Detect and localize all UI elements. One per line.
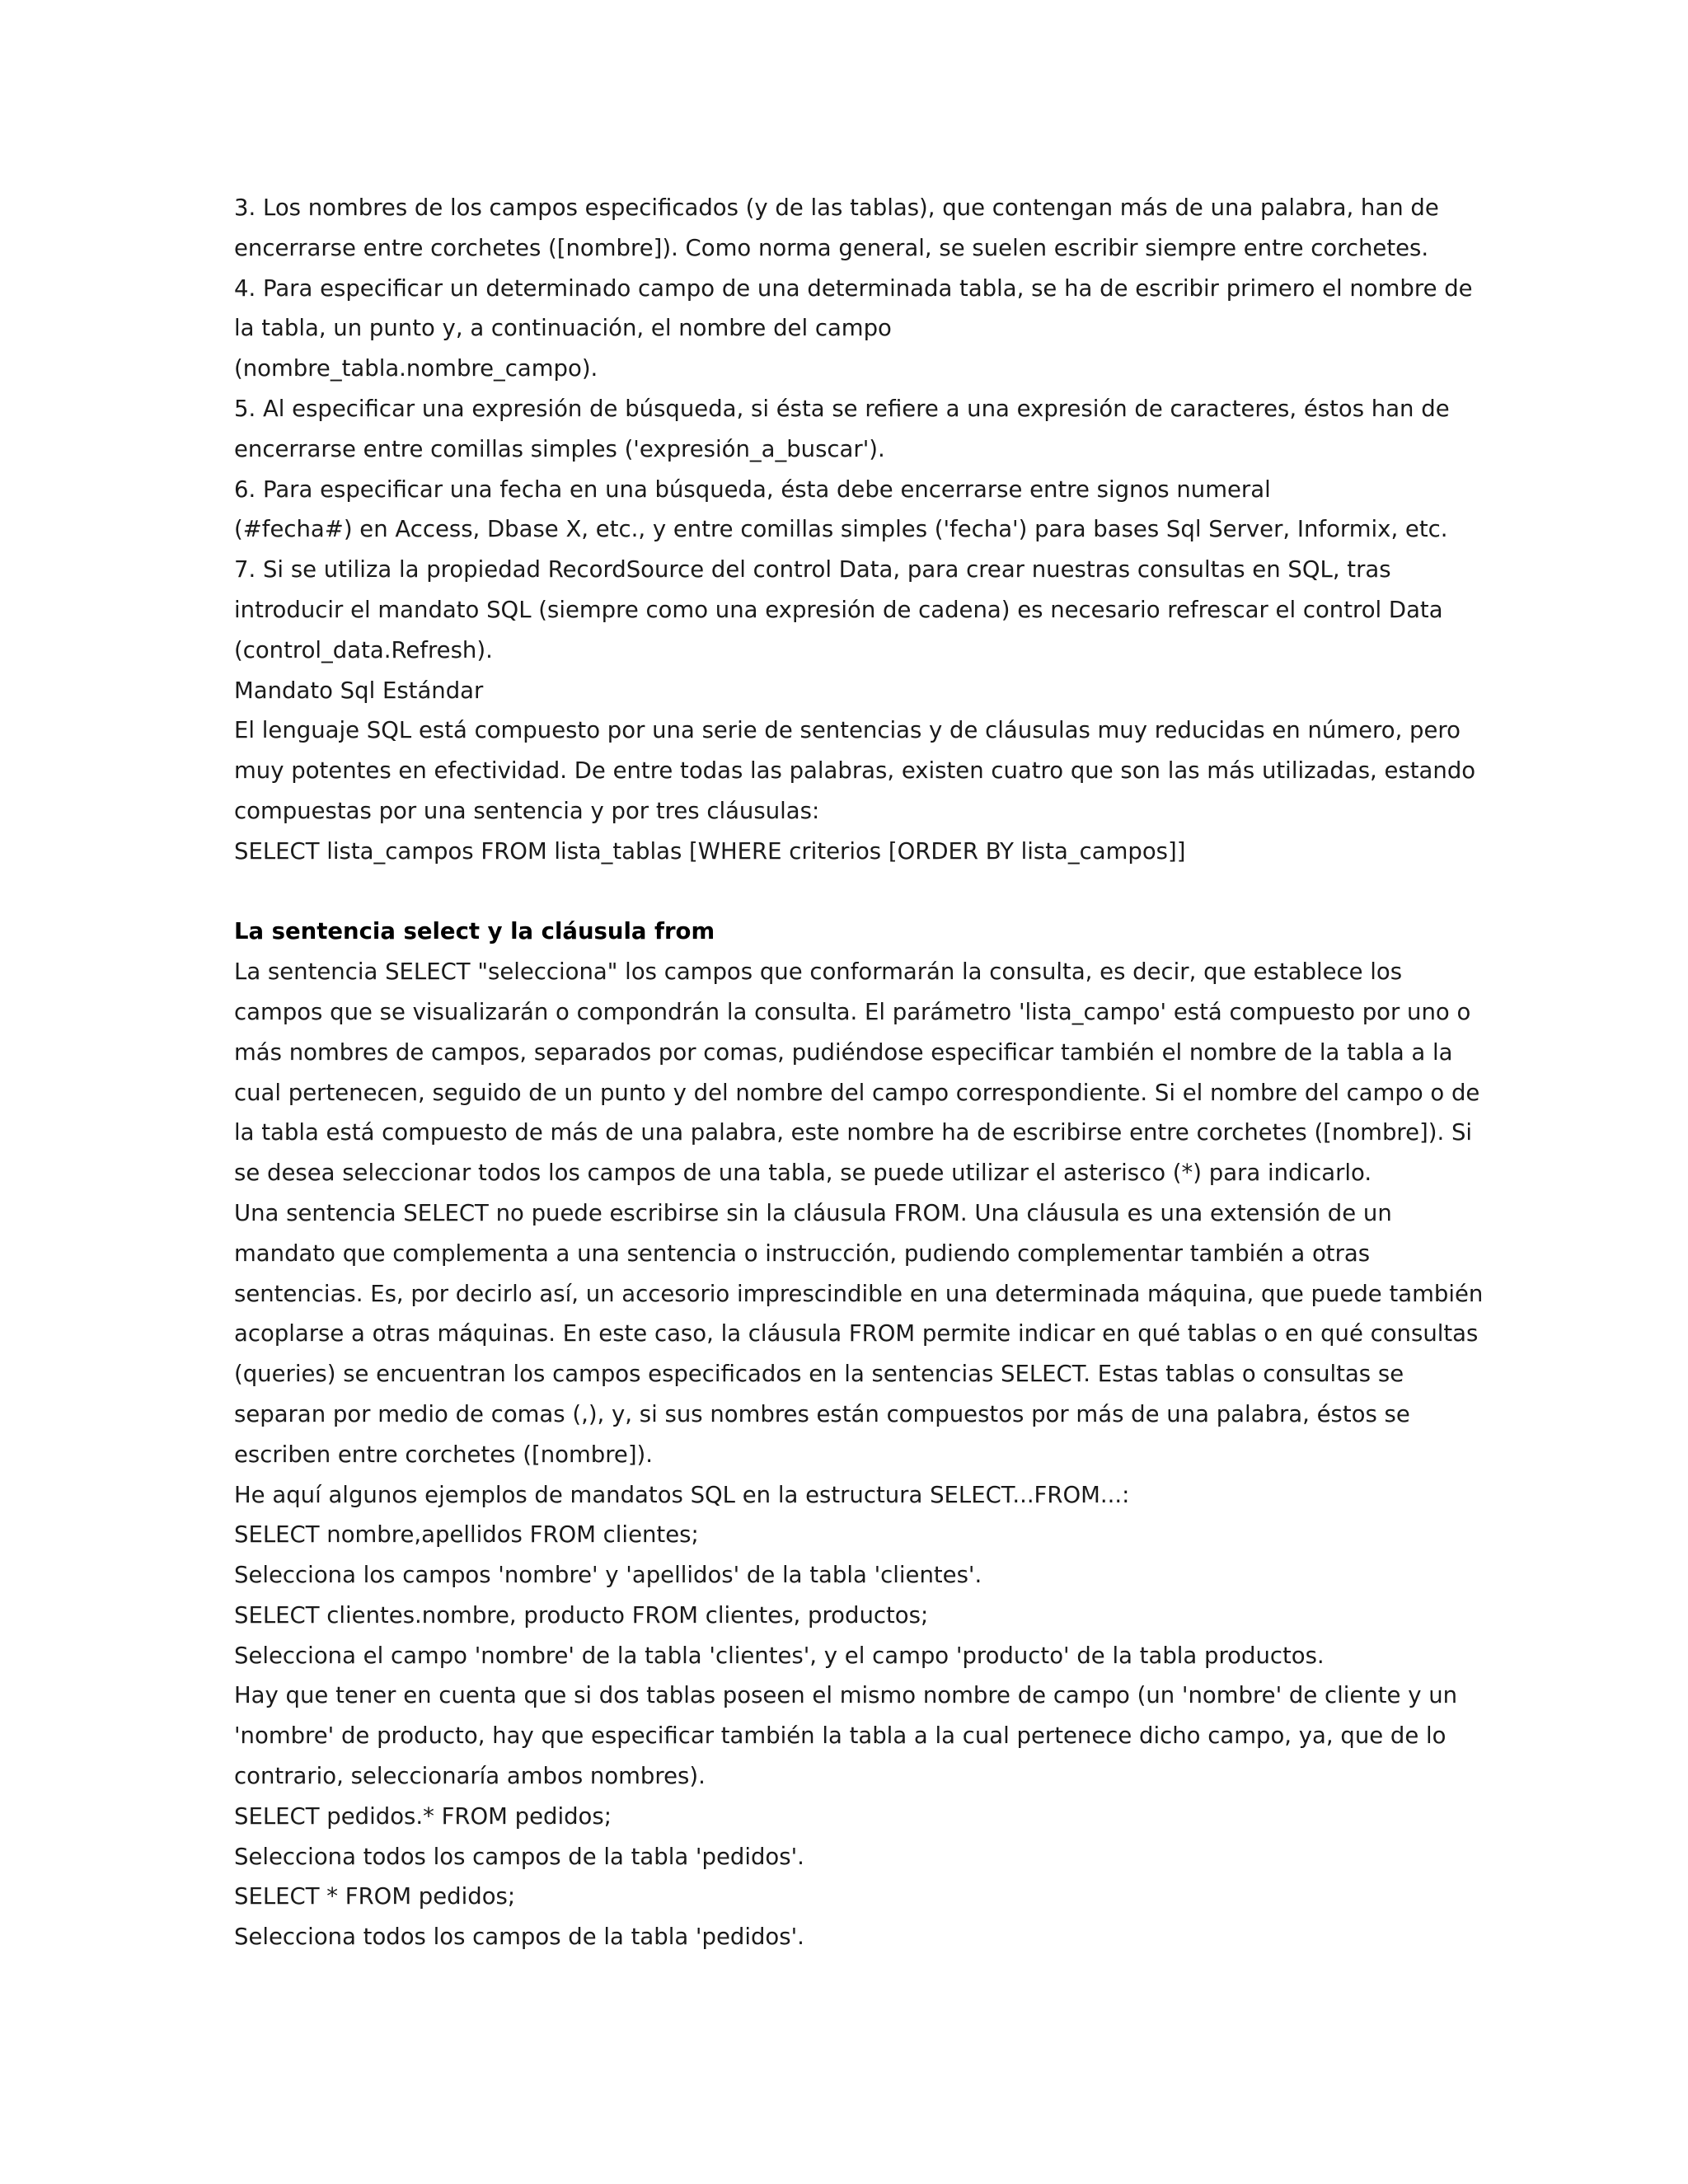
text-line: Hay que tener en cuenta que si dos tablas poseen el mismo nombre de campo (un 'nombre' de cliente y un (234, 1682, 1458, 1709)
sql-syntax-line: SELECT lista_campos FROM lista_tablas [WHERE criterios [ORDER BY lista_campos]] (234, 837, 1186, 865)
text-line: (queries) se encuentran los campos especificados en la sentencias SELECT. Estas tablas o consultas se (234, 1361, 1404, 1388)
text-line: separan por medio de comas (,), y, si sus nombres están compuestos por más de una palabra, éstos se (234, 1400, 1410, 1427)
sql-example-line: SELECT * FROM pedidos; (234, 1883, 516, 1910)
text-line: (#fecha#) en Access, Dbase X, etc., y entre comillas simples ('fecha') para bases Sql Server, Informix, etc. (234, 516, 1448, 543)
text-line: más nombres de campos, separados por comas, pudiéndose especificar también el nombre de la tabla a la (234, 1038, 1453, 1066)
text-line: (control_data.Refresh). (234, 636, 493, 663)
text-line: la tabla, un punto y, a continuación, el nombre del campo (234, 315, 892, 342)
blank-line (234, 872, 1454, 912)
text-line: Selecciona todos los campos de la tabla 'pedidos'. (234, 1843, 804, 1870)
text-line: Selecciona todos los campos de la tabla 'pedidos'. (234, 1924, 804, 1951)
text-line: (nombre_tabla.nombre_campo). (234, 355, 598, 382)
text-line: acoplarse a otras máquinas. En este caso, la cláusula FROM permite indicar en qué tablas o en qué consultas (234, 1320, 1479, 1347)
section-two (234, 952, 1484, 1957)
text-line: 6. Para especificar una fecha en una búsqueda, ésta debe encerrarse entre signos numeral (234, 476, 1271, 503)
text-line: encerrarse entre comillas simples ('expresión_a_buscar'). (234, 435, 885, 462)
text-line: encerrarse entre corchetes ([nombre]). Como norma general, se suelen escribir siempre entre corchetes. (234, 234, 1429, 261)
text-line: sentencias. Es, por decirlo así, un accesorio imprescindible en una determinada máquina, que puede también (234, 1280, 1484, 1307)
section-heading: La sentencia select y la cláusula from (234, 918, 715, 945)
text-line: cual pertenecen, seguido de un punto y del nombre del campo correspondiente. Si el nombre del campo o de (234, 1079, 1480, 1106)
text-line: compuestas por una sentencia y por tres cláusulas: (234, 797, 820, 824)
text-line: Selecciona los campos 'nombre' y 'apellidos' de la tabla 'clientes'. (234, 1562, 982, 1589)
text-line: Una sentencia SELECT no puede escribirse sin la cláusula FROM. Una cláusula es una extensión de un (234, 1199, 1392, 1226)
text-line: se desea seleccionar todos los campos de una tabla, se puede utilizar el asterisco (*) para indicarlo. (234, 1160, 1372, 1187)
text-line: El lenguaje SQL está compuesto por una serie de sentencias y de cláusulas muy reducidas en número, pero (234, 717, 1461, 744)
text-line: 3. Los nombres de los campos especificados (y de las tablas), que contengan más de una palabra, han de (234, 194, 1439, 221)
text-line: Selecciona el campo 'nombre' de la tabla 'clientes', y el campo 'producto' de la tabla productos. (234, 1642, 1325, 1669)
text-line: 'nombre' de producto, hay que especificar también la tabla a la cual pertenece dicho campo, ya, que de lo (234, 1722, 1447, 1750)
text-line: 5. Al especificar una expresión de búsqueda, si ésta se refiere a una expresión de caracteres, éstos han de (234, 395, 1450, 422)
text-line: campos que se visualizarán o compondrán la consulta. El parámetro 'lista_campo' está compuesto por uno o (234, 998, 1471, 1025)
text-line: escriben entre corchetes ([nombre]). (234, 1441, 654, 1468)
text-line: La sentencia SELECT "selecciona" los campos que conformarán la consulta, es decir, que establece los (234, 958, 1403, 986)
sql-example-line: SELECT nombre,apellidos FROM clientes; (234, 1521, 699, 1549)
text-line: contrario, seleccionaría ambos nombres). (234, 1763, 706, 1790)
sql-example-line: SELECT clientes.nombre, producto FROM clientes, productos; (234, 1601, 929, 1629)
text-line: 7. Si se utiliza la propiedad RecordSource del control Data, para crear nuestras consultas en SQL, tras (234, 556, 1391, 583)
text-line: muy potentes en efectividad. De entre todas las palabras, existen cuatro que son las más utilizadas, estando (234, 757, 1476, 785)
text-line: mandato que complementa a una sentencia o instrucción, pudiendo complementar también a otras (234, 1240, 1371, 1267)
text-line: 4. Para especificar un determinado campo de una determinada tabla, se ha de escribir primero el nombre de (234, 274, 1473, 302)
text-line: introducir el mandato SQL (siempre como una expresión de cadena) es necesario refrescar el control Data (234, 596, 1443, 623)
text-line: la tabla está compuesto de más de una palabra, este nombre ha de escribirse entre corchetes ([nombre]). Si (234, 1119, 1473, 1146)
document-body (234, 188, 1484, 1957)
sql-example-line: SELECT pedidos.* FROM pedidos; (234, 1802, 612, 1830)
text-line: He aquí algunos ejemplos de mandatos SQL en la estructura SELECT...FROM...: (234, 1481, 1130, 1508)
text-line: Mandato Sql Estándar (234, 677, 484, 704)
section-one (234, 188, 1476, 872)
